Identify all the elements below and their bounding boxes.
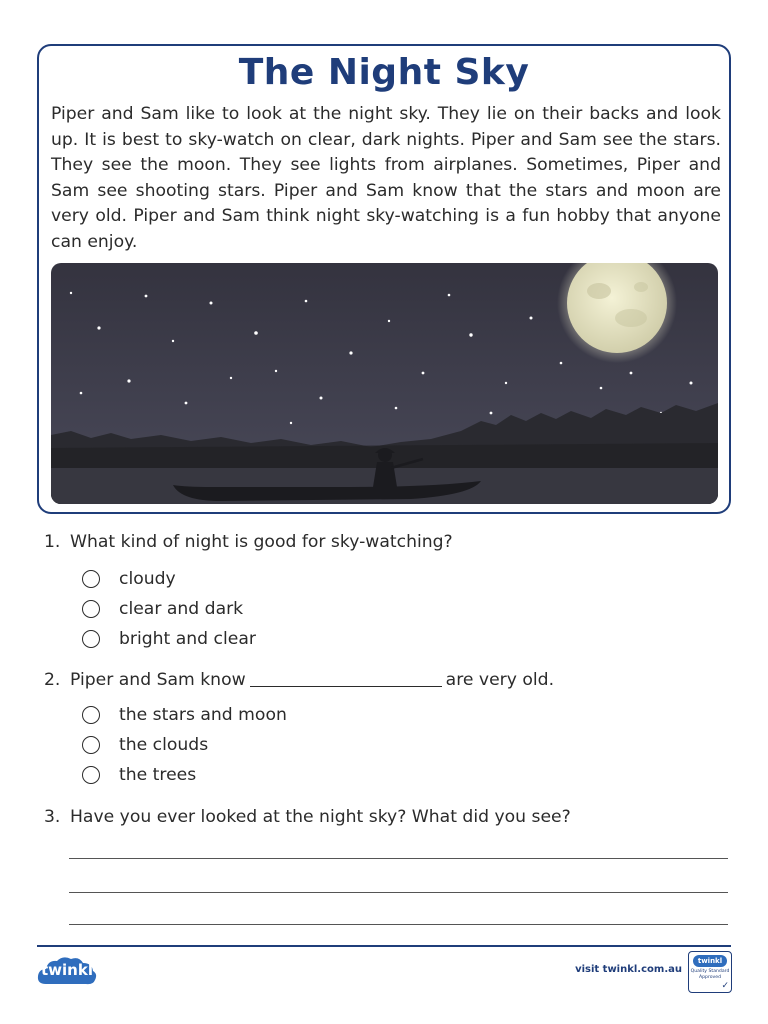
option-label: the trees [119,765,197,785]
radio-button[interactable] [82,630,100,648]
q1-option-cloudy[interactable] [82,569,176,589]
twinkl-logo [36,954,98,988]
night-sky-illustration [51,263,718,504]
footer-divider [37,945,731,947]
q2-option-clouds[interactable] [82,735,208,755]
badge-text: Quality Standard Approved [690,969,730,980]
radio-button[interactable] [82,600,100,618]
question-number: 2. [44,670,61,690]
question-number: 1. [44,532,61,552]
question-3 [44,807,571,827]
option-label: bright and clear [119,629,256,649]
option-label: cloudy [119,569,176,589]
page-title: The Night Sky [238,52,530,93]
q2-option-trees[interactable] [82,765,196,785]
quality-badge [688,951,732,993]
question-1 [44,532,453,552]
q2-option-stars-and-moon[interactable] [82,705,287,725]
option-label: clear and dark [119,599,244,619]
checkmark-icon: ✓ [721,981,729,991]
fill-in-blank[interactable] [250,686,442,687]
radio-button[interactable] [82,766,100,784]
badge-logo: twinkl [693,955,727,967]
q1-option-bright-and-clear[interactable] [82,629,256,649]
answer-line[interactable] [69,892,728,893]
night-sky-image [51,263,718,504]
answer-line[interactable] [69,924,728,925]
answer-line[interactable] [69,858,728,859]
story-box [37,44,731,514]
question-text-after: are very old. [445,670,555,690]
question-number: 3. [44,807,61,827]
option-label: the clouds [119,735,209,755]
q1-option-clear-and-dark[interactable] [82,599,243,619]
story-passage: Piper and Sam like to look at the night sky. They lie on their backs and look up. It is best to sky-watch on clear, dark nights. Piper and Sam see the stars. They see the moon. They see lights from airplanes. Sometimes, Piper and Sam see shooting stars. Piper and Sam know that the stars and moon are very old. Piper and Sam think night sky-watching is a fun hobby that anyone can enjoy. [51,104,721,252]
logo-text: twinkl [41,961,93,979]
question-text: What kind of night is good for sky-watching? [70,532,453,552]
radio-button[interactable] [82,736,100,754]
radio-button[interactable] [82,706,100,724]
question-text: Have you ever looked at the night sky? What did you see? [70,807,571,827]
question-text-before: Piper and Sam know [70,670,246,690]
option-label: the stars and moon [119,705,287,725]
question-2 [44,670,554,690]
visit-link[interactable]: visit twinkl.com.au [575,964,682,975]
radio-button[interactable] [82,570,100,588]
